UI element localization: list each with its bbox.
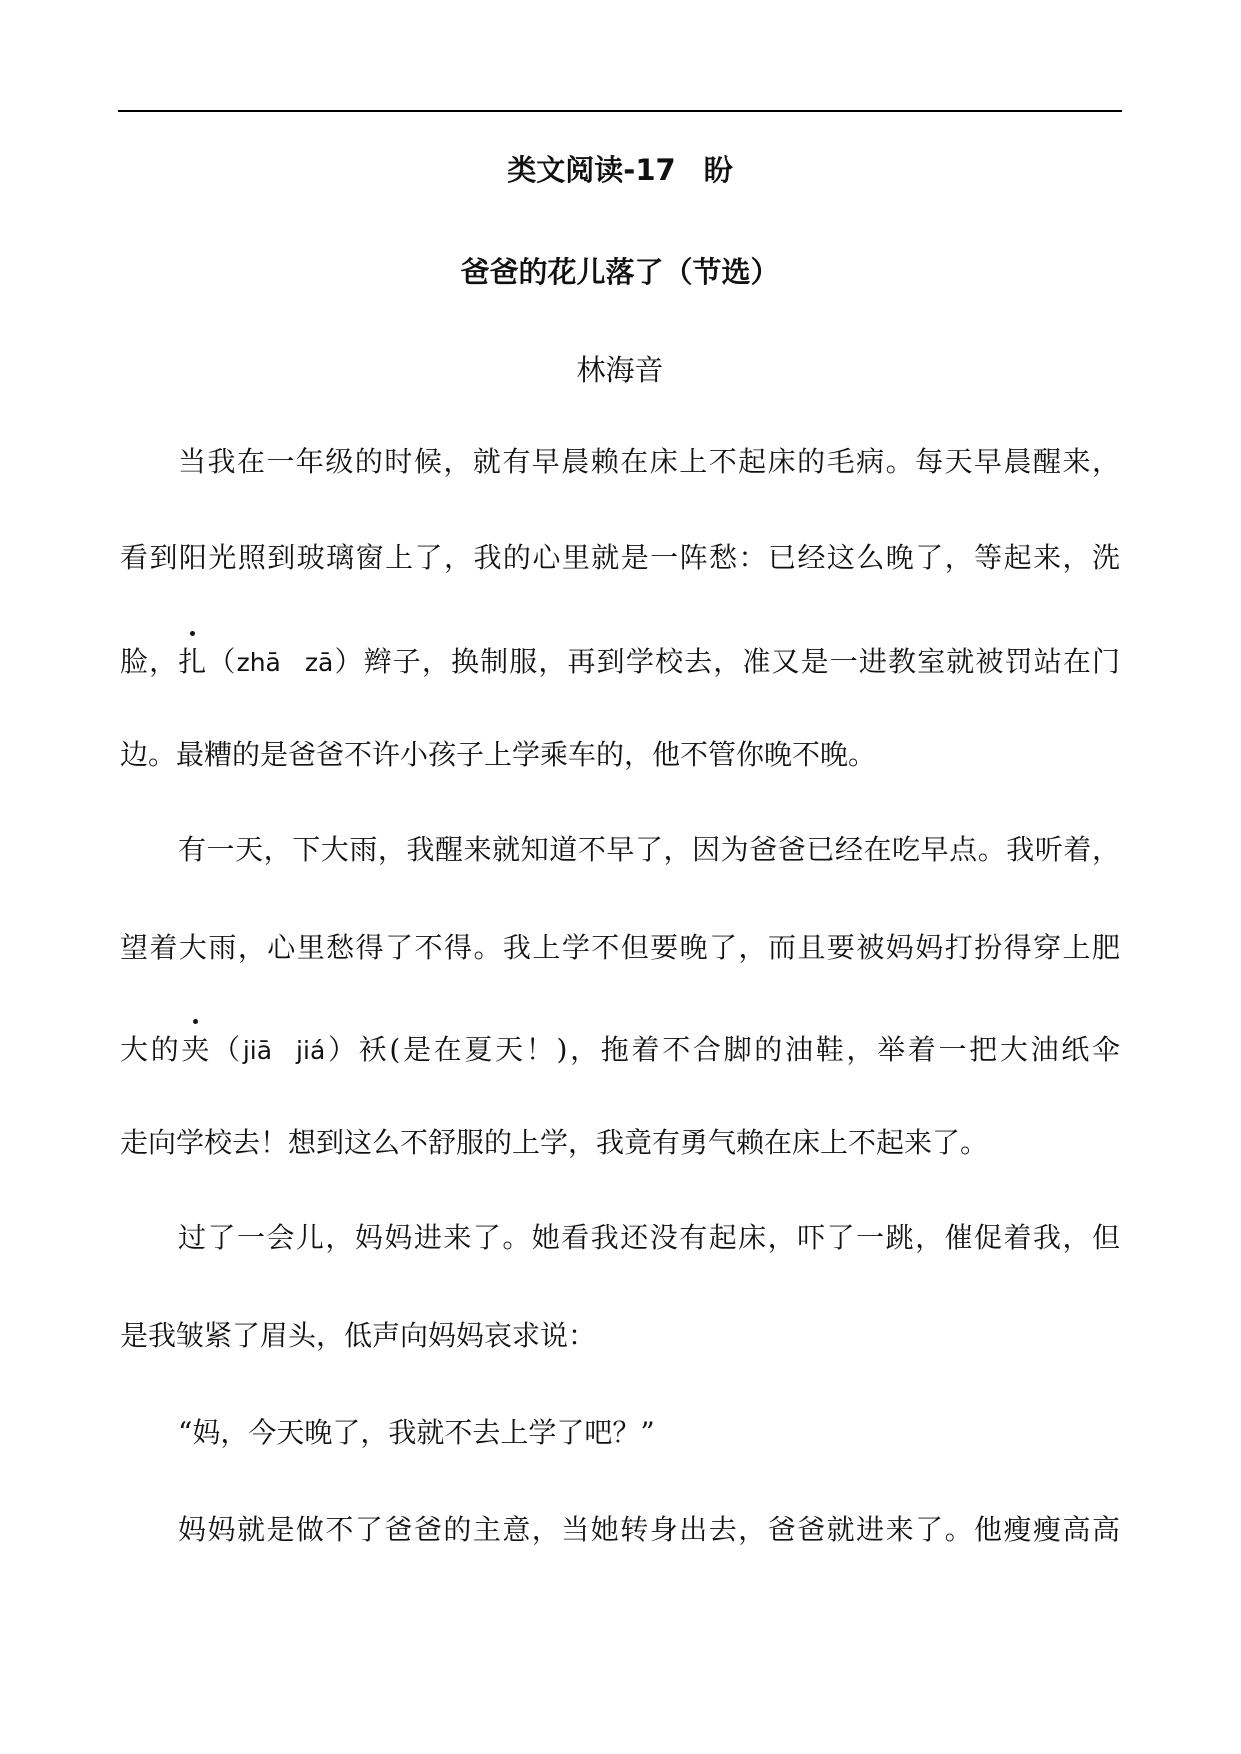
header-rule (118, 110, 1122, 112)
paragraph-3-line-2: 是我皱紧了眉头，低声向妈妈哀求说： (120, 1319, 597, 1352)
paragraph-1-line-3-start: 脸， (120, 645, 179, 678)
paragraph-1-line-3-end: ）辫子，换制服，再到学校去，准又是一进教室就被罚站在门 (333, 645, 1120, 678)
pinyin-options (237, 648, 334, 677)
pinyin-options (243, 1036, 325, 1065)
paragraph-1-line-3 (120, 642, 1120, 683)
series-title (118, 148, 1122, 189)
pinyin-option-2: zā (304, 648, 334, 677)
article-author: 林海音 (576, 353, 664, 387)
paragraph-2-line-3-end: ）袄(是在夏天！)，拖着不合脚的油鞋，举着一把大油纸伞 (325, 1033, 1120, 1066)
emphasized-character: 夹 (181, 1030, 209, 1070)
emphasized-character: 扎 (178, 642, 206, 682)
dialogue-quote: “妈，今天晚了，我就不去上学了吧？” (178, 1416, 655, 1449)
paren-open: （ (209, 1033, 243, 1066)
paragraph-5-line-1: 妈妈就是做不了爸爸的主意，当她转身出去，爸爸就进来了。他瘦瘦高高 (178, 1513, 1120, 1546)
paragraph-3-line-1: 过了一会儿，妈妈进来了。她看我还没有起床，吓了一跳，催促着我，但 (178, 1221, 1120, 1254)
paragraph-2-line-1: 有一天，下大雨，我醒来就知道不早了，因为爸爸已经在吃早点。我听着， (178, 833, 1120, 866)
topic-label: 盼 (703, 153, 733, 187)
paragraph-2-line-2: 望着大雨，心里愁得了不得。我上学不但要晚了，而且要被妈妈打扮得穿上肥 (120, 931, 1120, 964)
paragraph-1-line-2: 看到阳光照到玻璃窗上了，我的心里就是一阵愁：已经这么晚了，等起来，洗 (120, 541, 1120, 574)
article-title: 爸爸的花儿落了（节选） (460, 255, 780, 289)
pinyin-option-1: zhā (236, 648, 281, 677)
pinyin-option-1: jiā (242, 1036, 273, 1065)
pinyin-option-2: jiá (296, 1036, 326, 1065)
paragraph-2-line-3 (120, 1030, 1120, 1071)
paren-open: （ (206, 645, 237, 678)
paragraph-1-line-1: 当我在一年级的时候，就有早晨赖在床上不起床的毛病。每天早晨醒来， (178, 445, 1120, 478)
paragraph-2-line-4: 走向学校去！想到这么不舒服的上学，我竟有勇气赖在床上不起来了。 (120, 1126, 989, 1159)
paragraph-2-line-3-start: 大的 (120, 1033, 182, 1066)
paragraph-1-line-4: 边。最糟的是爸爸不许小孩子上学乘车的，他不管你晚不晚。 (120, 738, 877, 771)
series-label: 类文阅读-17 (507, 153, 676, 187)
